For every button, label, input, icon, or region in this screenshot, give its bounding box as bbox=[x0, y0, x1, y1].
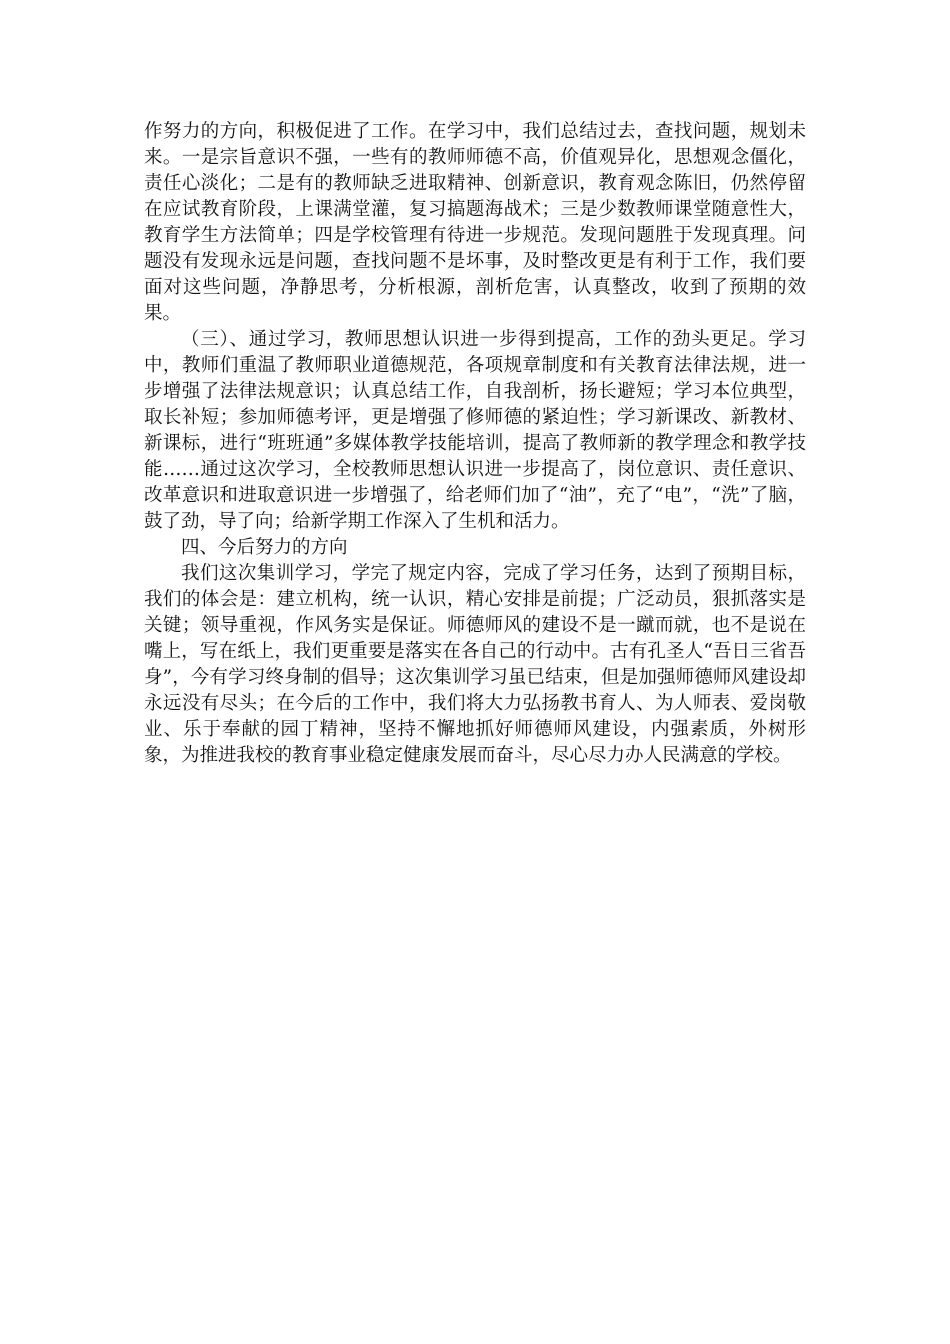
paragraph-section-three: （三）、通过学习，教师思想认识进一步得到提高，工作的劲头更足。学习中，教师们重温了教师职业道德规范，各项规章制度和有关教育法律法规，进一步增强了法律法规意识；认真总结工作，自我剖析，扬长避短；学习本位典型，取长补短；参加师德考评，更是增强了修师德的紧迫性；学习新课改、新教材、新课标，进行“班班通”多媒体教学技能培训，提高了教师新的教学理念和教学技能……通过这次学习，全校教师思想认识进一步提高了，岗位意识、责任意识、改革意识和进取意识进一步增强了，给老师们加了“油”，充了“电”，“洗”了脑，鼓了劲，导了向；给新学期工作深入了生机和活力。 bbox=[144, 329, 806, 532]
section-heading-future-direction: 四、今后努力的方向 bbox=[181, 537, 348, 558]
paragraph-conclusion: 我们这次集训学习，学完了规定内容，完成了学习任务，达到了预期目标，我们的体会是：建立机构，统一认识，精心安排是前提；广泛动员，狠抓落实是关键；领导重视，作风务实是保证。师德师风的建设不是一蹴而就，也不是说在嘴上，写在纸上，我们更重要是落实在各自己的行动中。古有孔圣人“吾日三省吾身”，今有学习终身制的倡导；这次集训学习虽已结束，但是加强师德师风建设却永远没有尽头；在今后的工作中，我们将大力弘扬教书育人、为人师表、爱岗敬业、乐于奉献的园丁精神，坚持不懈地抓好师德师风建设，内强素质，外树形象，为推进我校的教育事业稳定健康发展而奋斗，尽心尽力办人民满意的学校。 bbox=[144, 563, 806, 766]
document-body bbox=[144, 119, 806, 769]
paragraph-continuation: 作努力的方向，积极促进了工作。在学习中，我们总结过去，查找问题，规划未来。一是宗旨意识不强，一些有的教师师德不高，价值观异化，思想观念僵化，责任心淡化；二是有的教师缺乏进取精神、创新意识，教育观念陈旧，仍然停留在应试教育阶段，上课满堂灌，复习搞题海战术；三是少数教师课堂随意性大，教育学生方法简单；四是学校管理有待进一步规范。发现问题胜于发现真理。问题没有发现永远是问题，查找问题不是坏事，及时整改更是有利于工作，我们要面对这些问题，净静思考，分析根源，剖析危害，认真整改，收到了预期的效果。 bbox=[144, 121, 806, 324]
